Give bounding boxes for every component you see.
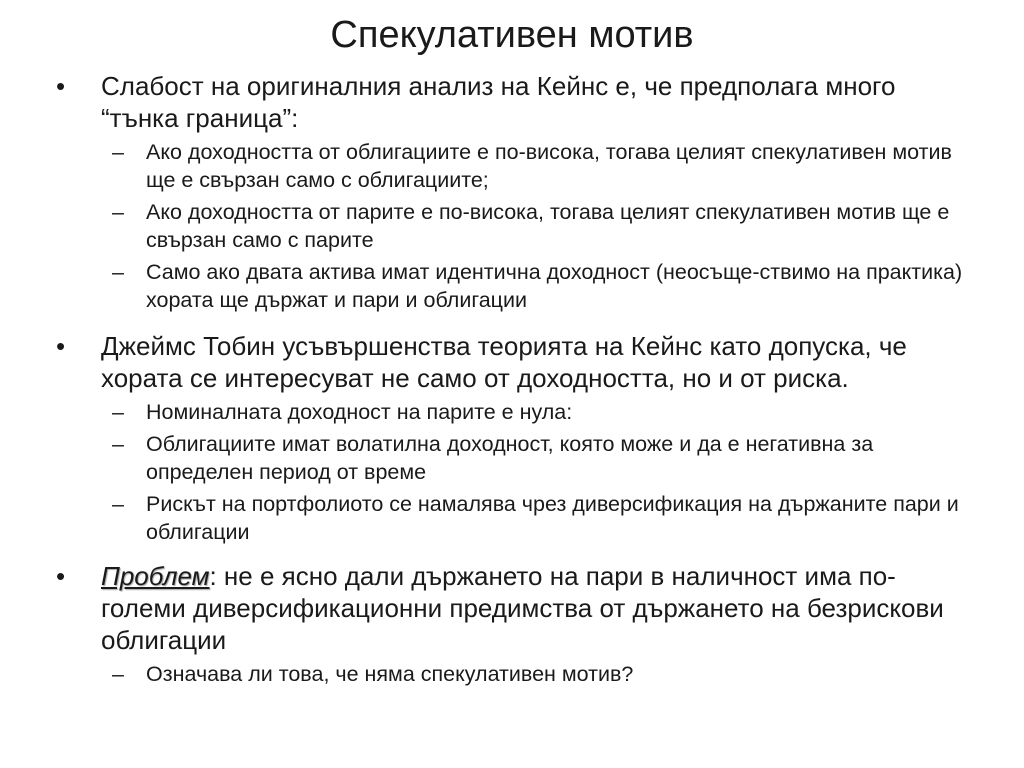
- bullet-dot-icon: •: [56, 561, 66, 591]
- sub-item: [56, 398, 968, 426]
- bullet-text: Джеймс Тобин усъвършенства теорията на Кейнс като допуска, че хората се интересуват не само от доходността, но и от риска.: [101, 331, 907, 393]
- sub-list: [56, 398, 968, 546]
- sub-list: [56, 138, 968, 314]
- dash-icon: –: [112, 432, 124, 456]
- sub-item: [56, 198, 968, 254]
- bullet-dot-icon: •: [56, 331, 66, 361]
- sub-item: [56, 258, 968, 314]
- dash-icon: –: [112, 260, 124, 284]
- dash-icon: –: [112, 400, 124, 424]
- dash-icon: –: [112, 200, 124, 224]
- sub-text: Означава ли това, че няма спекулативен мотив?: [146, 662, 634, 686]
- sub-item: [56, 430, 968, 486]
- sub-text: Номиналната доходност на парите е нула:: [146, 400, 573, 424]
- bullet-text: Слабост на оригиналния анализ на Кейнс е, че предполага много “тънка граница”:: [101, 71, 896, 133]
- sub-item: [56, 138, 968, 194]
- sub-list: [56, 660, 968, 688]
- dash-icon: –: [112, 492, 124, 516]
- sub-text: Ако доходността от парите е по-висока, тогава целият спекулативен мотив ще е свързан само с парите: [146, 200, 950, 252]
- sub-text: Рискът на портфолиото се намалява чрез диверсификация на държаните пари и облигации: [146, 492, 959, 544]
- bullet-item: [56, 560, 968, 656]
- problem-label: Проблем: [101, 561, 210, 591]
- slide-content: [56, 70, 968, 692]
- bullet-item: [56, 330, 968, 394]
- slide-title: Спекулативен мотив: [330, 14, 694, 56]
- dash-icon: –: [112, 662, 124, 686]
- dash-icon: –: [112, 140, 124, 164]
- sub-text: Само ако двата актива имат идентична доходност (неосъще-ствимо на практика) хората ще държат и пари и облигации: [146, 260, 963, 312]
- sub-text: Ако доходността от облигациите е по-висока, тогава целият спекулативен мотив ще е свързан само с облигациите;: [146, 140, 952, 192]
- sub-item: [56, 490, 968, 546]
- bullet-item: [56, 70, 968, 134]
- bullet-text: : не е ясно дали държането на пари в наличност има по-големи диверсификационни предимства от държането на безрискови облигации: [101, 561, 944, 655]
- sub-item: [56, 660, 968, 688]
- sub-text: Облигациите имат волатилна доходност, която може и да е негативна за определен период от време: [146, 432, 874, 484]
- bullet-dot-icon: •: [56, 71, 66, 101]
